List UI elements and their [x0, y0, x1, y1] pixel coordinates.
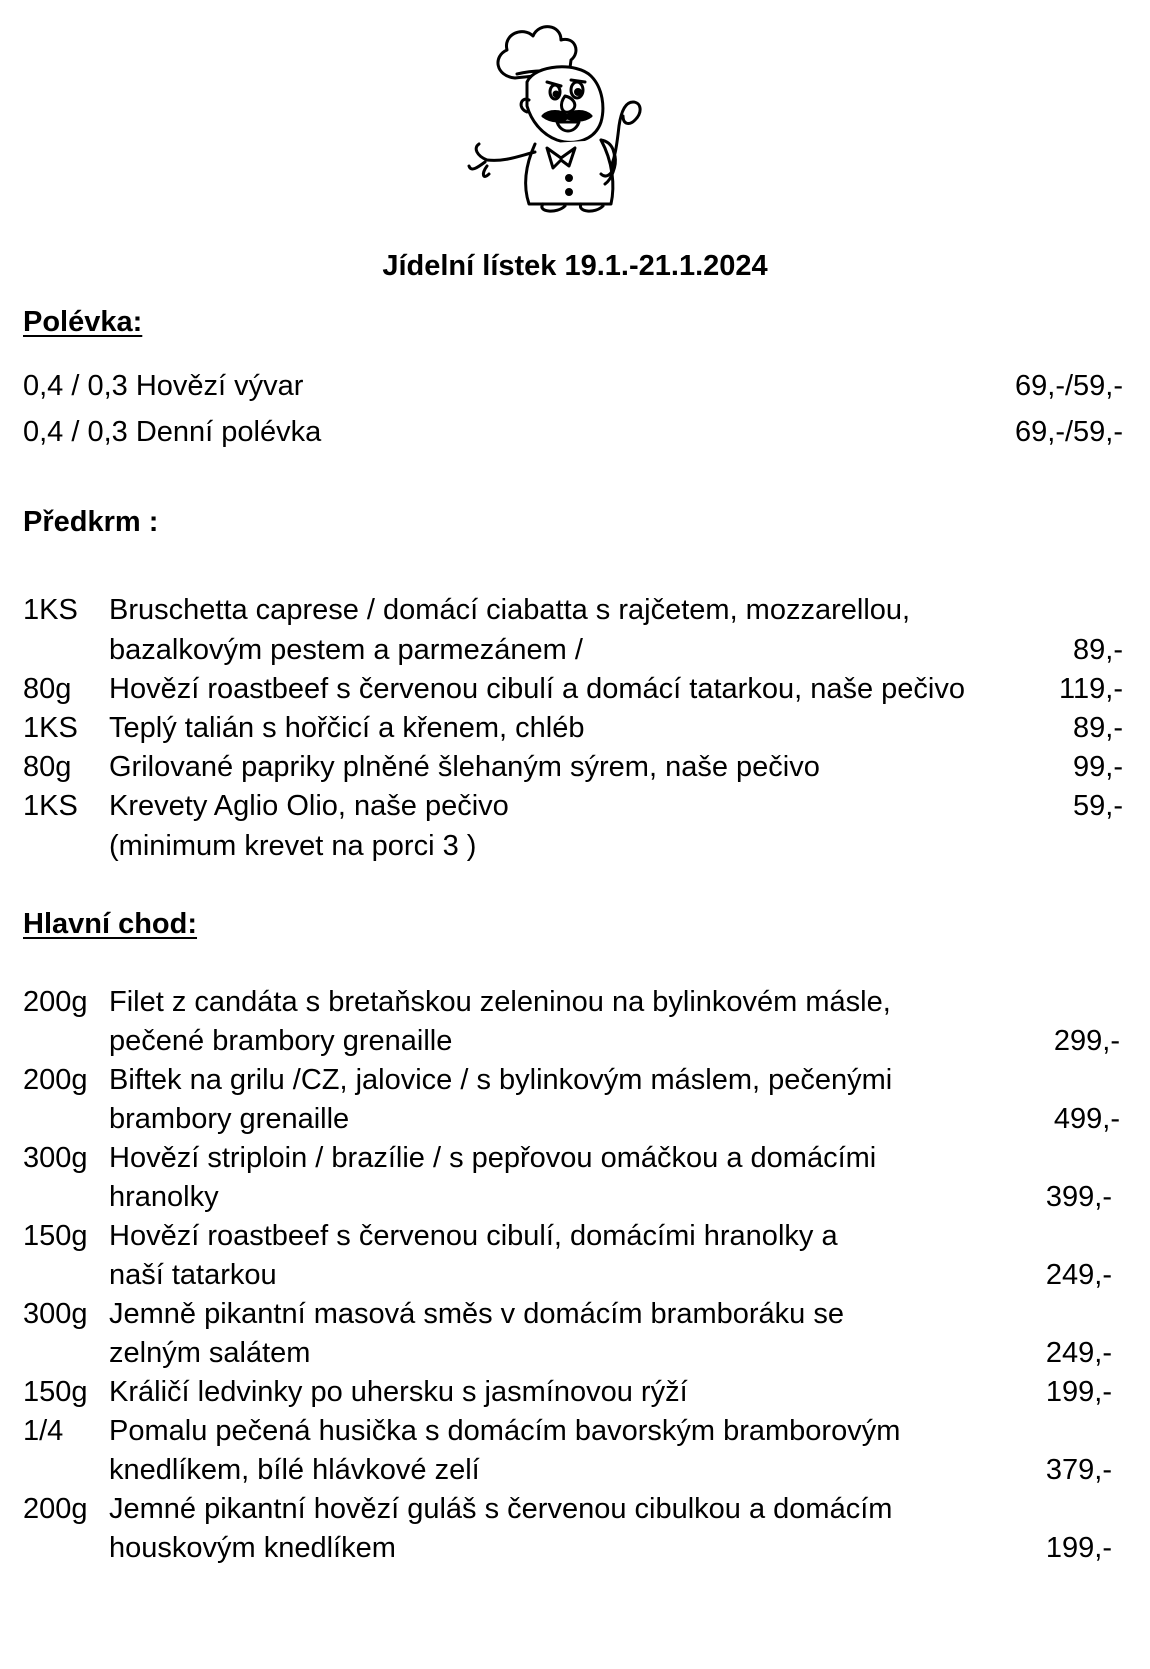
main-item-6-qty: 150g — [23, 1376, 88, 1408]
starter-item-3-price: 89,- — [1073, 712, 1123, 744]
starter-item-4-qty: 80g — [23, 751, 72, 783]
starter-item-5-desc-line2: (minimum krevet na porci 3 ) — [109, 830, 477, 862]
starter-item-1-desc-line1: Bruschetta caprese / domácí ciabatta s rajčetem, mozzarellou, — [109, 594, 911, 626]
main-item-8-price: 199,- — [1045, 1532, 1112, 1564]
main-item-1-desc-line2: pečené brambory grenaille — [109, 1025, 453, 1057]
main-item-7-desc-line2: knedlíkem, bílé hlávkové zelí — [109, 1454, 480, 1486]
main-item-3-desc-line1: Hovězí striploin / brazílie / s pepřovou omáčkou a domácími — [109, 1142, 877, 1174]
section-heading-soup: Polévka: — [23, 306, 143, 338]
main-item-5-price: 249,- — [1045, 1337, 1112, 1369]
main-item-3-desc-line2: hranolky — [109, 1181, 219, 1213]
main-item-2-desc-line2: brambory grenaille — [109, 1103, 350, 1135]
starter-item-5-desc-line1: Krevety Aglio Olio, naše pečivo — [109, 790, 509, 822]
soup-item-1-price: 69,-/59,- — [1015, 370, 1123, 402]
main-item-2-qty: 200g — [23, 1064, 88, 1096]
main-item-7-price: 379,- — [1045, 1454, 1112, 1486]
starter-item-5-price: 59,- — [1073, 790, 1123, 822]
main-item-7-qty: 1/4 — [23, 1415, 64, 1447]
soup-item-2-price: 69,-/59,- — [1015, 416, 1123, 448]
main-item-8-desc-line2: houskovým knedlíkem — [109, 1532, 396, 1564]
starter-item-5-qty: 1KS — [23, 790, 78, 822]
main-item-4-price: 249,- — [1045, 1259, 1112, 1291]
main-item-8-qty: 200g — [23, 1493, 88, 1525]
main-item-4-qty: 150g — [23, 1220, 88, 1252]
main-item-3-qty: 300g — [23, 1142, 88, 1174]
starter-item-2-qty: 80g — [23, 673, 72, 705]
soup-item-2: 0,4 / 0,3 Denní polévka — [23, 416, 322, 448]
starter-item-4-price: 99,- — [1073, 751, 1123, 783]
main-item-1-desc-line1: Filet z candáta s bretaňskou zeleninou na bylinkovém másle, — [109, 986, 891, 1018]
main-item-2-price: 499,- — [1053, 1103, 1120, 1135]
starter-item-3-desc-line1: Teplý talián s hořčicí a křenem, chléb — [109, 712, 585, 744]
starter-item-3-qty: 1KS — [23, 712, 78, 744]
main-item-6-price: 199,- — [1045, 1376, 1112, 1408]
main-item-5-qty: 300g — [23, 1298, 88, 1330]
main-item-5-desc-line2: zelným salátem — [109, 1337, 311, 1369]
section-heading-starter: Předkrm : — [23, 506, 159, 538]
main-item-2-desc-line1: Biftek na grilu /CZ, jalovice / s bylinkovým máslem, pečenými — [109, 1064, 893, 1096]
starter-item-4-desc-line1: Grilované papriky plněné šlehaným sýrem, naše pečivo — [109, 751, 820, 783]
main-item-3-price: 399,- — [1045, 1181, 1112, 1213]
starter-item-1-price: 89,- — [1073, 634, 1123, 666]
main-item-1-price: 299,- — [1053, 1025, 1120, 1057]
main-item-7-desc-line1: Pomalu pečená husička s domácím bavorským bramborovým — [109, 1415, 901, 1447]
starter-item-2-desc-line1: Hovězí roastbeef s červenou cibulí a domácí tatarkou, naše pečivo — [109, 673, 965, 705]
starter-item-2-price: 119,- — [1059, 673, 1123, 705]
menu-title: Jídelní lístek 19.1.-21.1.2024 — [382, 250, 768, 282]
main-item-5-desc-line1: Jemně pikantní masová směs v domácím bramboráku se — [109, 1298, 844, 1330]
starter-item-1-qty: 1KS — [23, 594, 78, 626]
main-item-6-desc-line1: Králičí ledvinky po uhersku s jasmínovou rýží — [109, 1376, 688, 1408]
soup-item-1: 0,4 / 0,3 Hovězí vývar — [23, 370, 304, 402]
section-heading-main: Hlavní chod: — [23, 908, 198, 940]
starter-item-1-desc-line2: bazalkovým pestem a parmezánem / — [109, 634, 583, 666]
main-item-8-desc-line1: Jemné pikantní hovězí guláš s červenou cibulkou a domácím — [109, 1493, 893, 1525]
chef-with-ladle-icon — [465, 16, 690, 216]
main-item-1-qty: 200g — [23, 986, 88, 1018]
main-item-4-desc-line2: naší tatarkou — [109, 1259, 277, 1291]
main-item-4-desc-line1: Hovězí roastbeef s červenou cibulí, domácími hranolky a — [109, 1220, 838, 1252]
